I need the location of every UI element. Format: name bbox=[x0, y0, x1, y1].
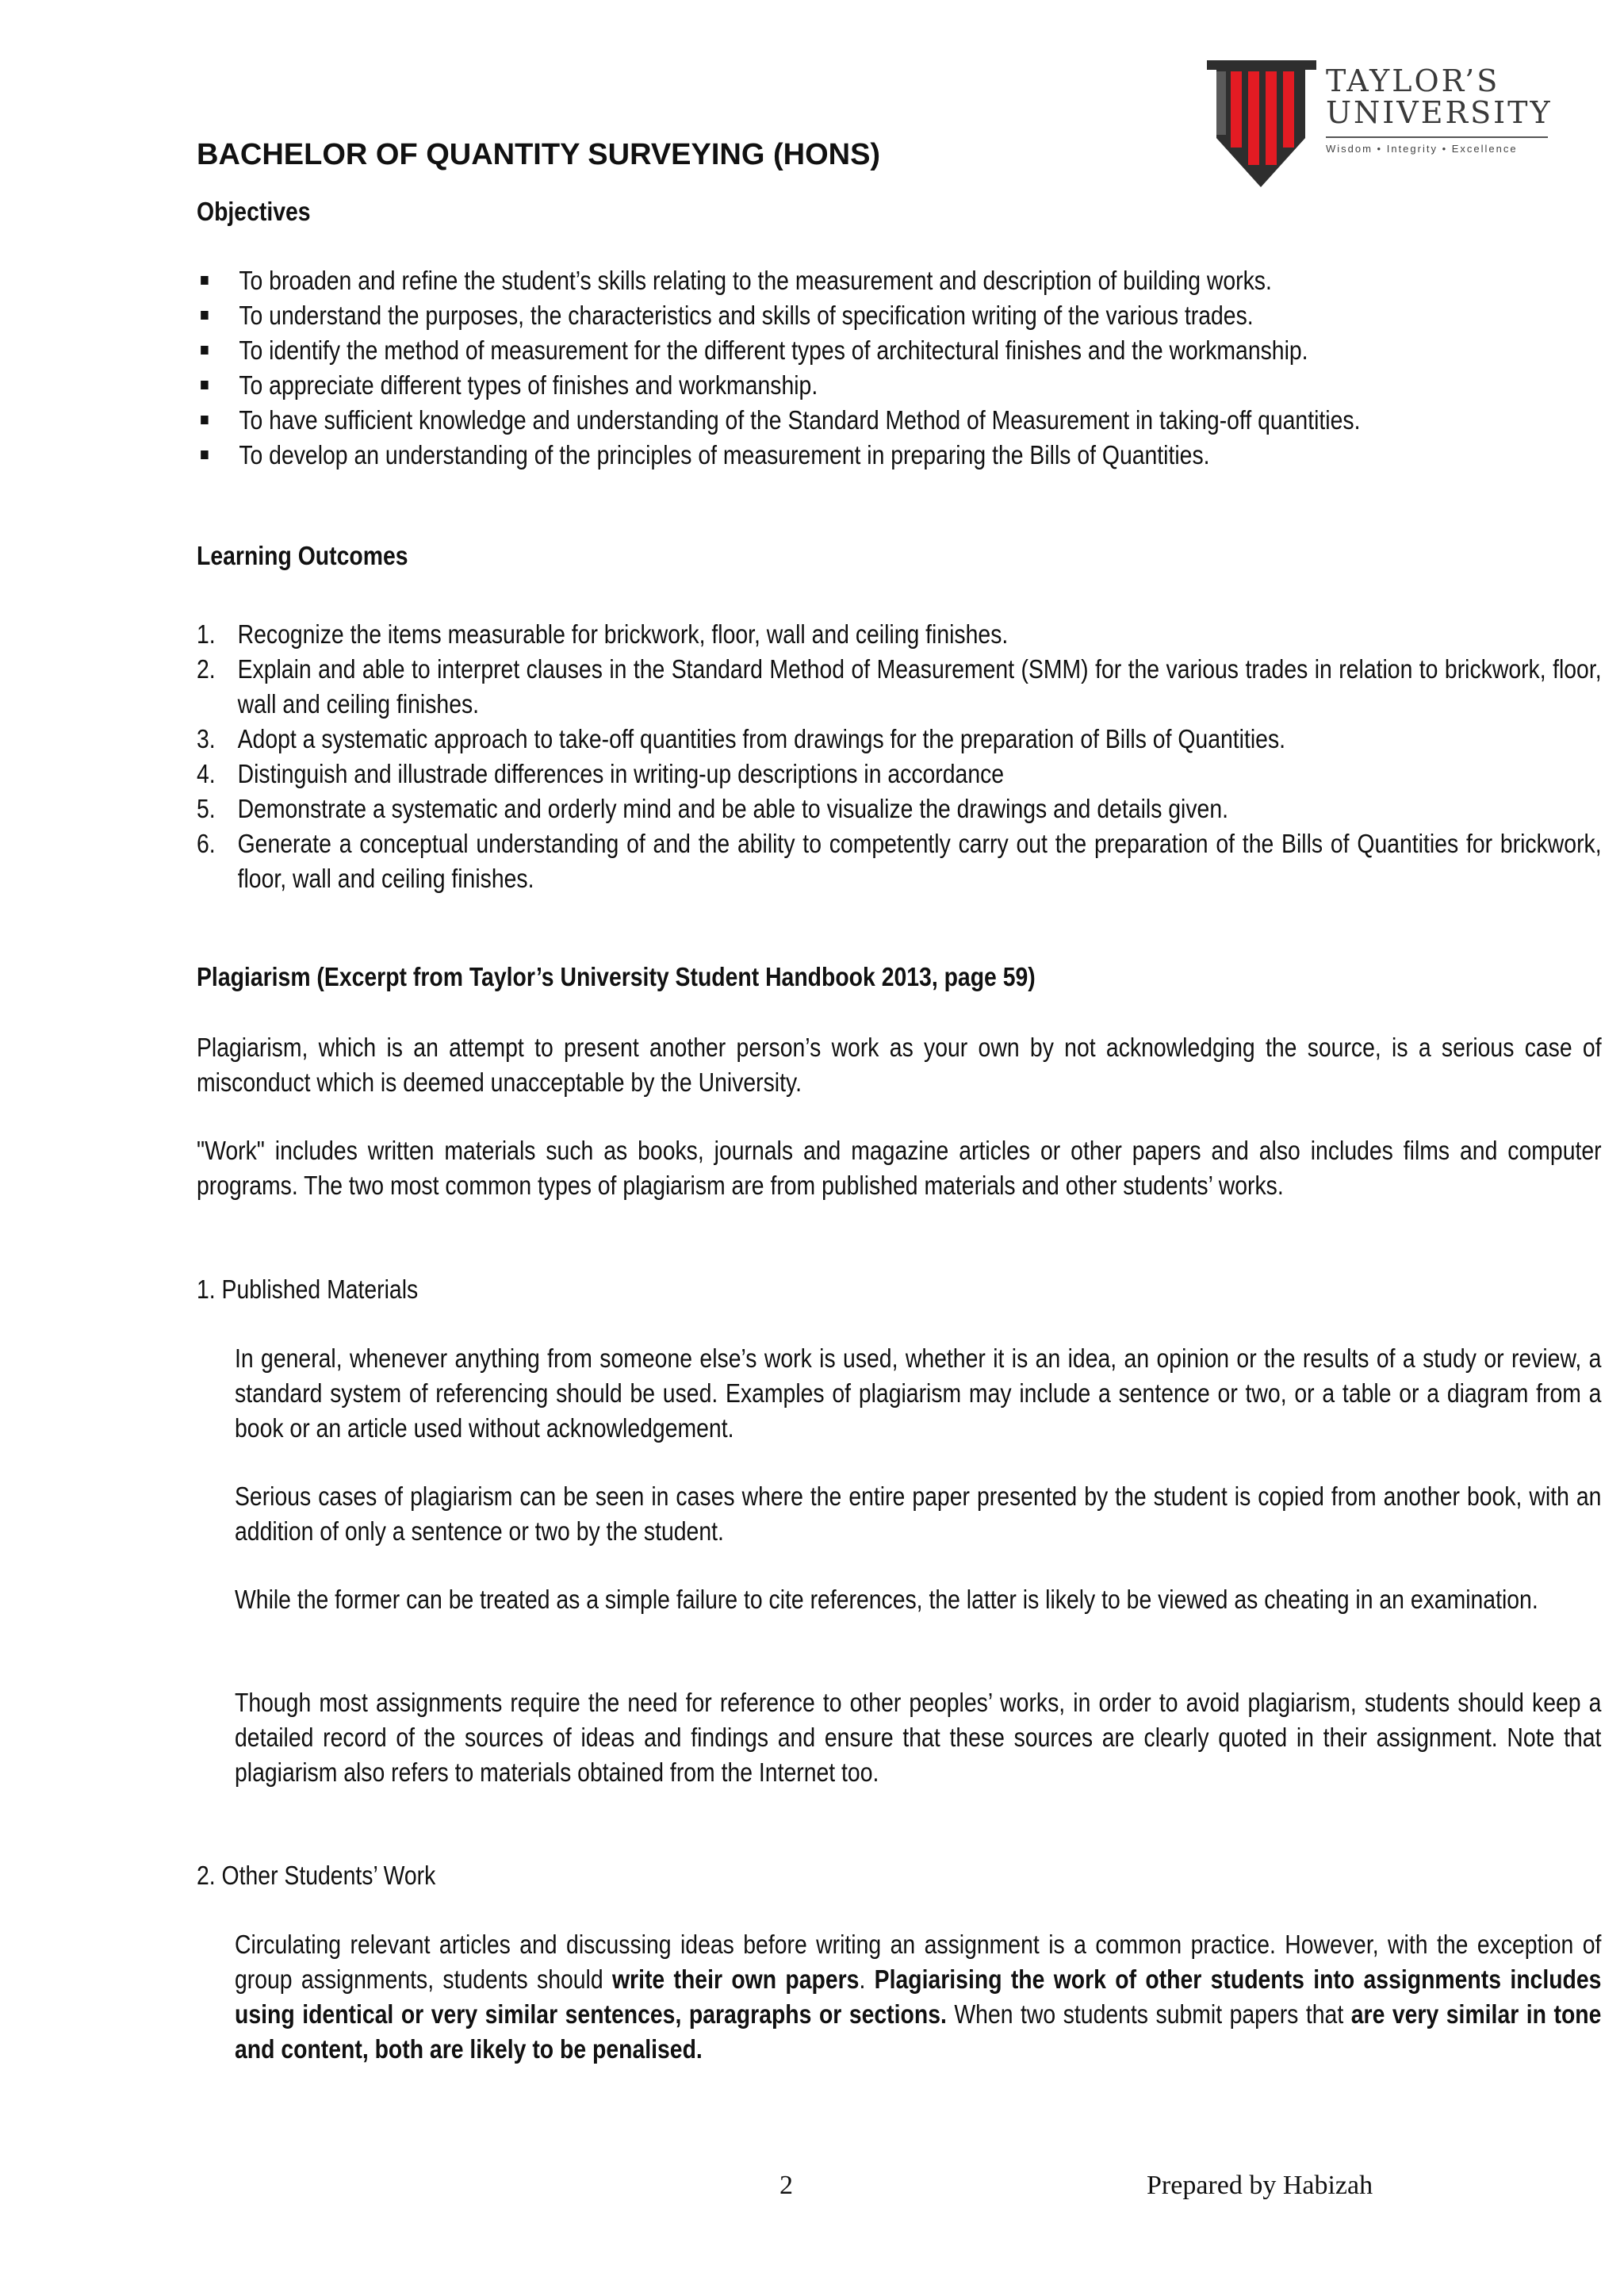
bullet-icon bbox=[201, 311, 208, 320]
logo-tagline: Wisdom • Integrity • Excellence bbox=[1326, 143, 1518, 155]
published-paragraph-3: While the former can be treated as a simple failure to cite references, the latter is likely to be viewed as cheating in an examination. bbox=[235, 1585, 1538, 1614]
objectives-heading: Objectives bbox=[197, 197, 311, 226]
published-paragraph-4: Though most assignments require the need for reference to other peoples’ works, in order to avoid plagiarism, students should keep a detailed record of the sources of ideas and findings and ensure that these sources are clearly quoted in their assignment. Note that plagiarism also refers to materials obtained from the Internet too. bbox=[235, 1688, 1602, 1787]
plagiarism-intro-paragraph: Plagiarism, which is an attempt to present another person’s work as your own by not acknowledging the source, is a serious case of misconduct which is deemed unacceptable by the University. bbox=[197, 1033, 1602, 1097]
page-number: 2 bbox=[779, 2171, 793, 2200]
list-item: To develop an understanding of the principles of measurement in preparing the Bills of Quantities. bbox=[197, 438, 1602, 473]
list-item: 3. Adopt a systematic approach to take-off quantities from drawings for the preparation of Bills of Quantities. bbox=[197, 724, 1286, 753]
learning-outcomes-heading: Learning Outcomes bbox=[197, 541, 408, 570]
published-paragraph-1: In general, whenever anything from someone else’s work is used, whether it is an idea, an opinion or the results of a study or review, a standard system of referencing should be used. Examples of plagiarism may include a sentence or two, or a table or a diagram from a book or an article used without acknowledgement. bbox=[235, 1343, 1602, 1443]
logo-emblem-icon bbox=[1205, 57, 1316, 192]
list-item: To have sufficient knowledge and understanding of the Standard Method of Measurement in taking-off quantities. bbox=[197, 403, 1602, 438]
logo-text-line1: TAYLOR’S bbox=[1326, 63, 1500, 98]
bullet-icon bbox=[201, 276, 208, 285]
list-item: 1. Recognize the items measurable for brickwork, floor, wall and ceiling finishes. bbox=[197, 619, 1009, 649]
bullet-icon bbox=[201, 381, 208, 389]
prepared-by: Prepared by Habizah bbox=[1147, 2171, 1373, 2200]
published-materials-heading: 1. Published Materials bbox=[197, 1274, 419, 1304]
plagiarism-heading: Plagiarism (Excerpt from Taylor’s University Student Handbook 2013, page 59) bbox=[197, 962, 1036, 991]
other-students-paragraph: Circulating relevant articles and discussing ideas before writing an assignment is a common practice. However, with the exception of group assignments, students should write their own papers. Plagiarising the work of other students into assignments includes using identical or very similar sentences, paragraphs or sections. When two students submit papers that are very similar in tone and content, both are likely to be penalised. bbox=[235, 1930, 1602, 2064]
bullet-icon bbox=[201, 346, 208, 355]
list-item: To understand the purposes, the characteristics and skills of specification writing of the various trades. bbox=[197, 298, 1602, 333]
bullet-icon bbox=[201, 450, 208, 459]
university-logo bbox=[1205, 57, 1562, 192]
list-item: 6. Generate a conceptual understanding of and the ability to competently carry out the preparation of the Bills of Quantities for brickwork, floor, wall and ceiling finishes. bbox=[197, 829, 1602, 893]
learning-outcomes-list bbox=[197, 617, 1602, 896]
objectives-list bbox=[197, 263, 1602, 473]
bullet-icon bbox=[201, 416, 208, 424]
document-title: BACHELOR OF QUANTITY SURVEYING (HONS) bbox=[197, 138, 881, 171]
other-students-heading: 2. Other Students’ Work bbox=[197, 1861, 436, 1890]
list-item: 2. Explain and able to interpret clauses in the Standard Method of Measurement (SMM) for the various trades in relation to brickwork, floor, wall and ceiling finishes. bbox=[197, 654, 1602, 719]
list-item: 5. Demonstrate a systematic and orderly mind and be able to visualize the drawings and details given. bbox=[197, 794, 1229, 823]
list-item: To broaden and refine the student’s skills relating to the measurement and description of building works. bbox=[197, 263, 1602, 298]
logo-divider bbox=[1326, 136, 1548, 138]
list-item: 4. Distinguish and illustrade differences in writing-up descriptions in accordance bbox=[197, 759, 1005, 788]
logo-text-line2: UNIVERSITY bbox=[1326, 95, 1553, 130]
list-item: To appreciate different types of finishes and workmanship. bbox=[197, 368, 1602, 403]
list-item: To identify the method of measurement for the different types of architectural finishes and the workmanship. bbox=[197, 333, 1602, 368]
published-paragraph-2: Serious cases of plagiarism can be seen in cases where the entire paper presented by the student is copied from another book, with an addition of only a sentence or two by the student. bbox=[235, 1481, 1602, 1546]
plagiarism-work-paragraph: "Work" includes written materials such as books, journals and magazine articles or other papers and also includes films and computer programs. The two most common types of plagiarism are from published materials and other students’ works. bbox=[197, 1136, 1602, 1200]
